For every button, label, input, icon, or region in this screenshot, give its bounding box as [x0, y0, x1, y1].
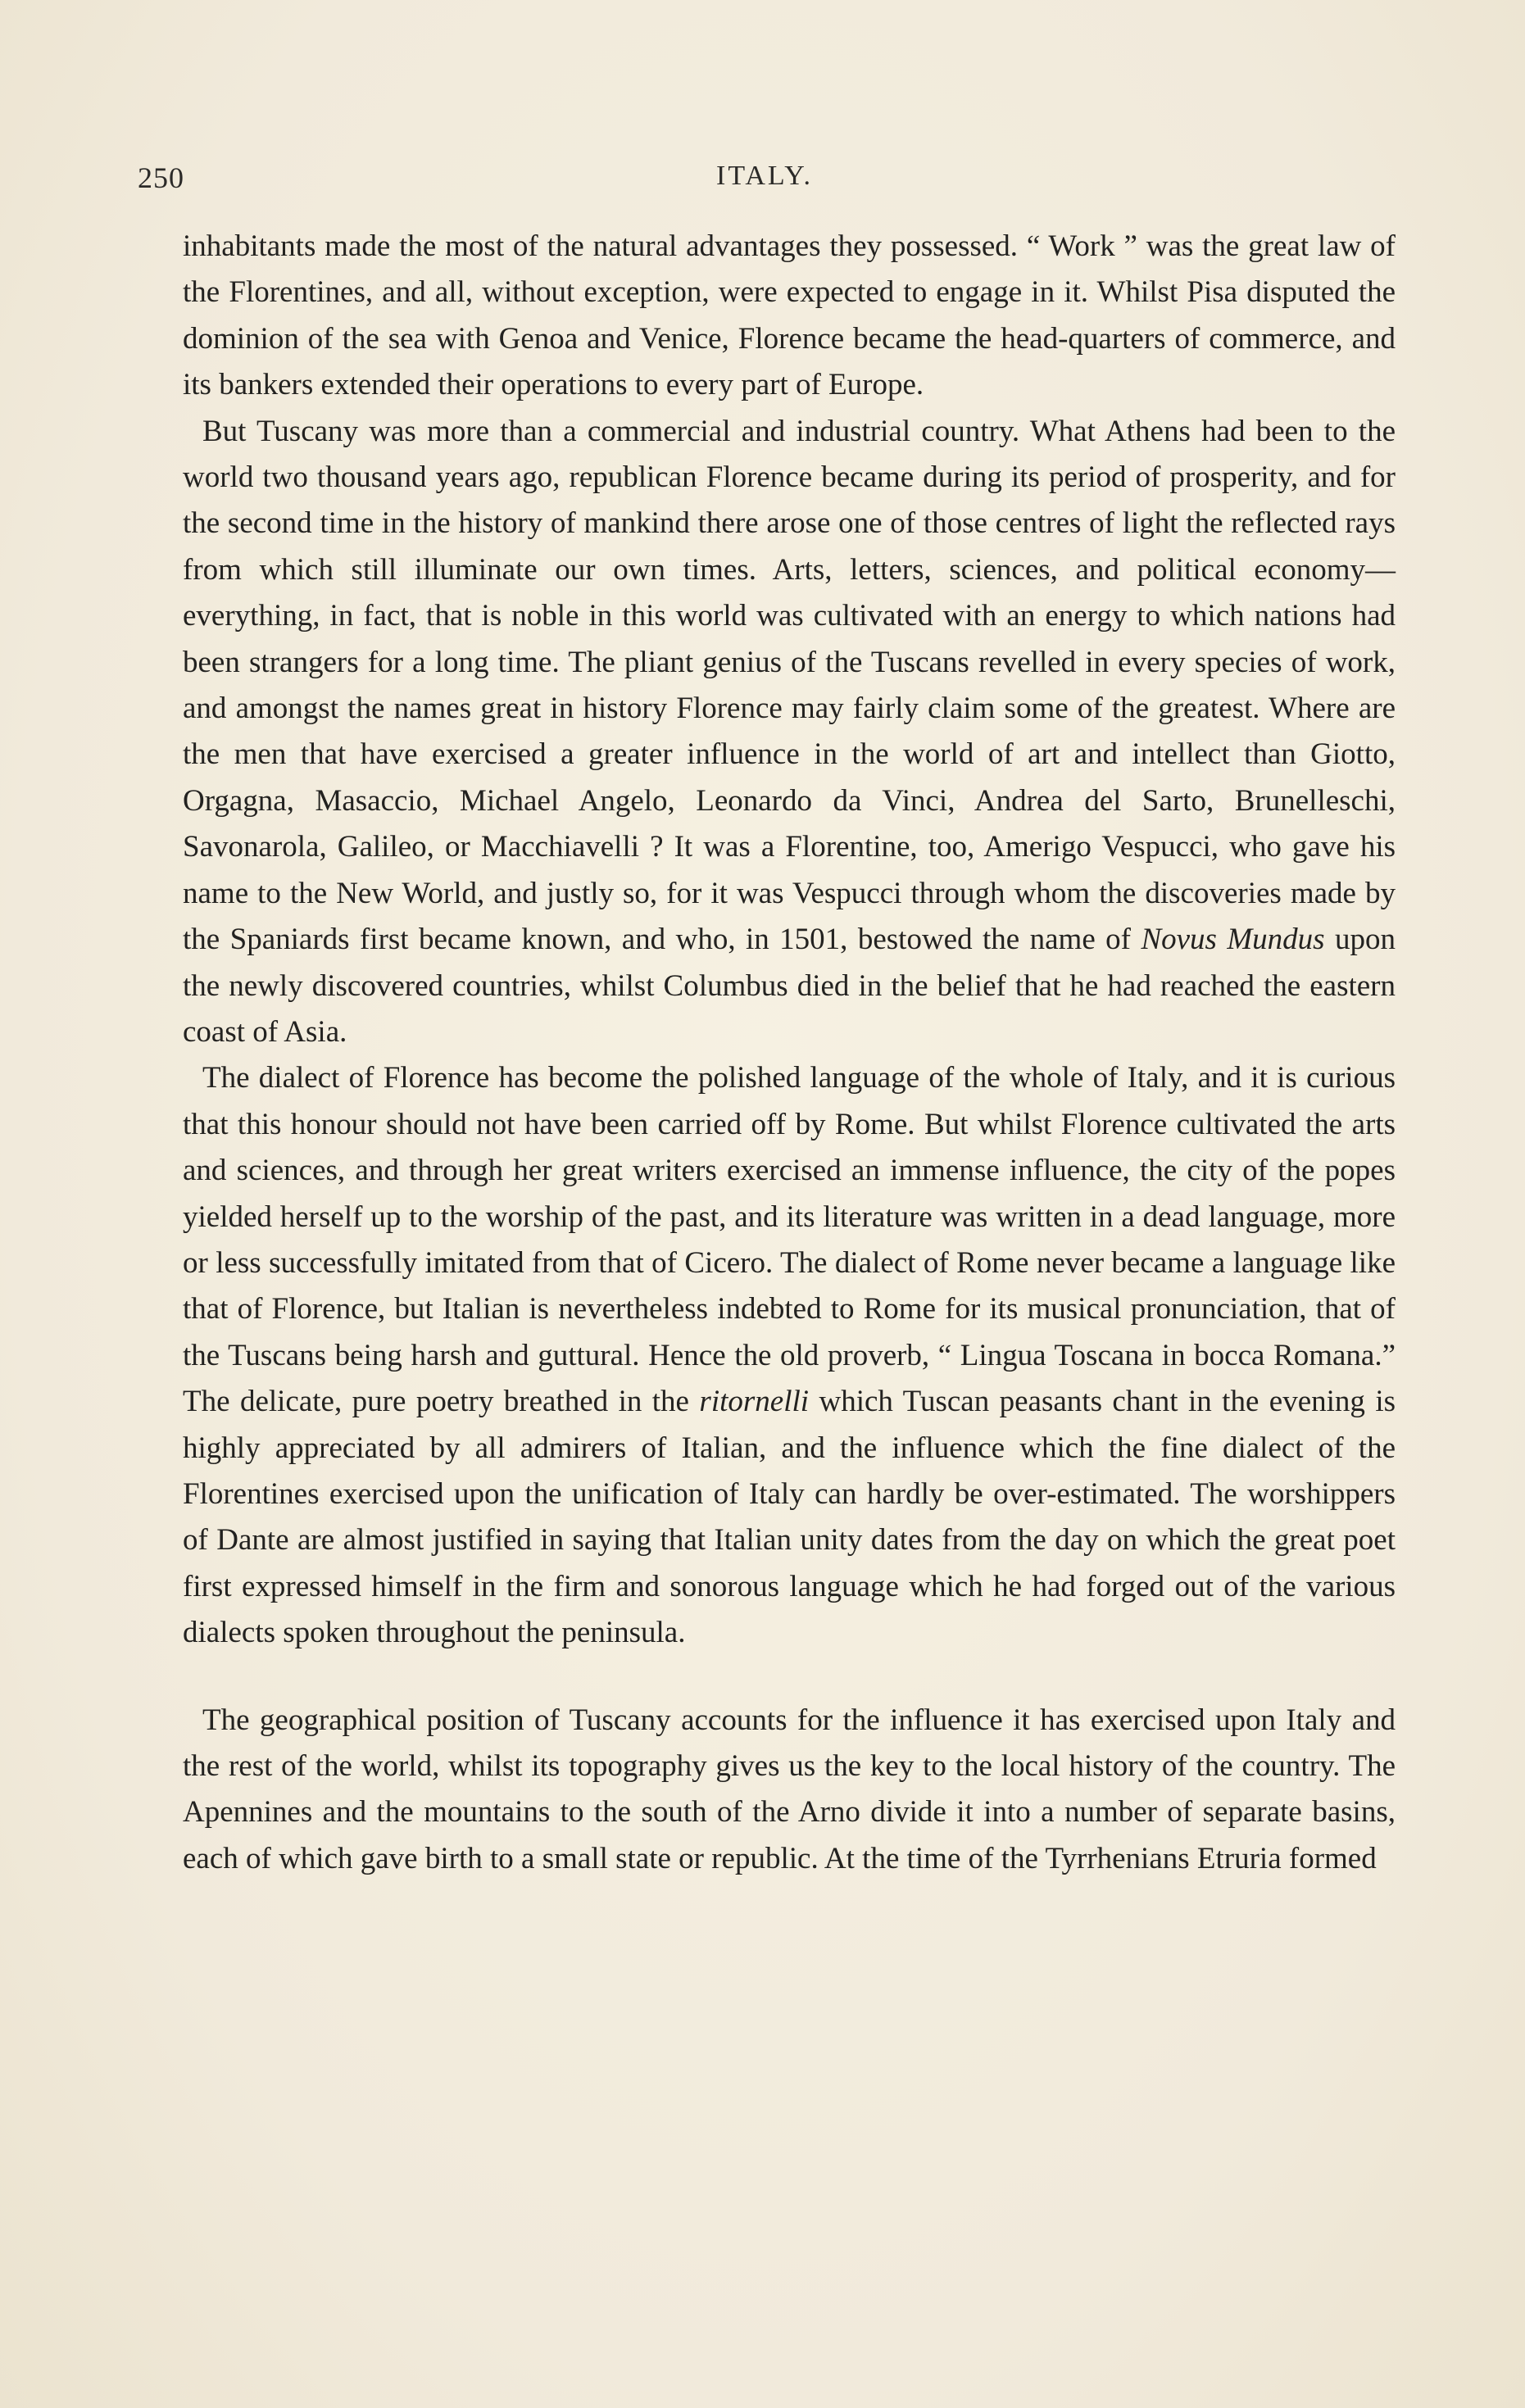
paragraph-2-italic-term: Novus Mundus — [1141, 923, 1325, 957]
paragraph-1 — [183, 224, 1396, 409]
paragraph-3-text: The dialect of Florence has become the polished language of the whole of Italy, and it is curious that this honour should not have been carried off by Rome. But whilst Florence cultivated the arts and sciences, and through her great writers exercised an immense influence, the city of the popes yielded herself up to the worship of the past, and its literature was written in a dead language, more or less successfully imitated from that of Cicero. The dialect of Rome never became a language like that of Florence, but Italian is nevertheless indebted to Rome for its musical pronunciation, that of the Tuscans being harsh and guttural. Hence the old proverb, “ Lingua Toscana in bocca Romana.” The delicate, pure poetry breathed in the — [183, 1061, 1396, 1419]
body-text — [183, 224, 1396, 1882]
paragraph-4-text: The geographical position of Tuscany accounts for the influence it has exercised upon Italy and the rest of the world, whilst its topography gives us the key to the local history of the country. The Apennines and the mountains to the south of the Arno divide it into a number of separate basins, each of which gave birth to a small state or republic. At the time of the Tyrrhenians Etruria formed — [183, 1703, 1396, 1875]
paragraph-2-text-after: upon the newly discovered countries, whilst Columbus died in the belief that he had reached the eastern coast of Asia. — [183, 923, 1396, 1049]
paragraph-3 — [183, 1055, 1396, 1656]
paragraph-2 — [183, 409, 1396, 1056]
paragraph-3-italic-term: ritornelli — [699, 1385, 810, 1419]
paragraph-2-text: But Tuscany was more than a commercial and industrial country. What Athens had been to the world two thousand years ago, republican Florence became during its period of prosperity, and for the second time in the history of mankind there arose one of those centres of light the reflected rays from which still illuminate our own times. Arts, letters, sciences, and political economy—everything, in fact, that is noble in this world was cultivated with an energy to which nations had been strangers for a long time. The pliant genius of the Tuscans revelled in every species of work, and amongst the names great in history Florence may fairly claim some of the greatest. Where are the men that have exercised a greater influence in the world of art and intellect than Giotto, Orgagna, Masaccio, Michael Angelo, Leonardo da Vinci, Andrea del Sarto, Brunelleschi, Savonarola, Galileo, or Macchiavelli ? It was a Florentine, too, Amerigo Vespucci, who gave his name to the New World, and justly so, for it was Vespucci through whom the discoveries made by the Spaniards first became known, and who, in 1501, bestowed the name of — [183, 414, 1396, 957]
page-number: 250 — [138, 161, 184, 194]
paragraph-1-text: inhabitants made the most of the natural advantages they possessed. “ Work ” was the great law of the Florentines, and all, without exception, were expected to engage in it. Whilst Pisa disputed the dominion of the sea with Genoa and Venice, Florence became the head-quarters of commerce, and its bankers extended their operations to every part of Europe. — [183, 229, 1396, 402]
page-header — [138, 161, 1400, 202]
paragraph-4 — [183, 1698, 1396, 1883]
running-head: ITALY. — [716, 161, 813, 191]
paragraph-3-text-after: which Tuscan peasants chant in the evening is highly appreciated by all admirers of Italian, and the influence which the fine dialect of the Florentines exercised upon the unification of Italy can hardly be over-estimated. The worshippers of Dante are almost justified in saying that Italian unity dates from the day on which the great poet first expressed himself in the firm and sonorous language which he had forged out of the various dialects spoken throughout the peninsula. — [183, 1385, 1396, 1650]
